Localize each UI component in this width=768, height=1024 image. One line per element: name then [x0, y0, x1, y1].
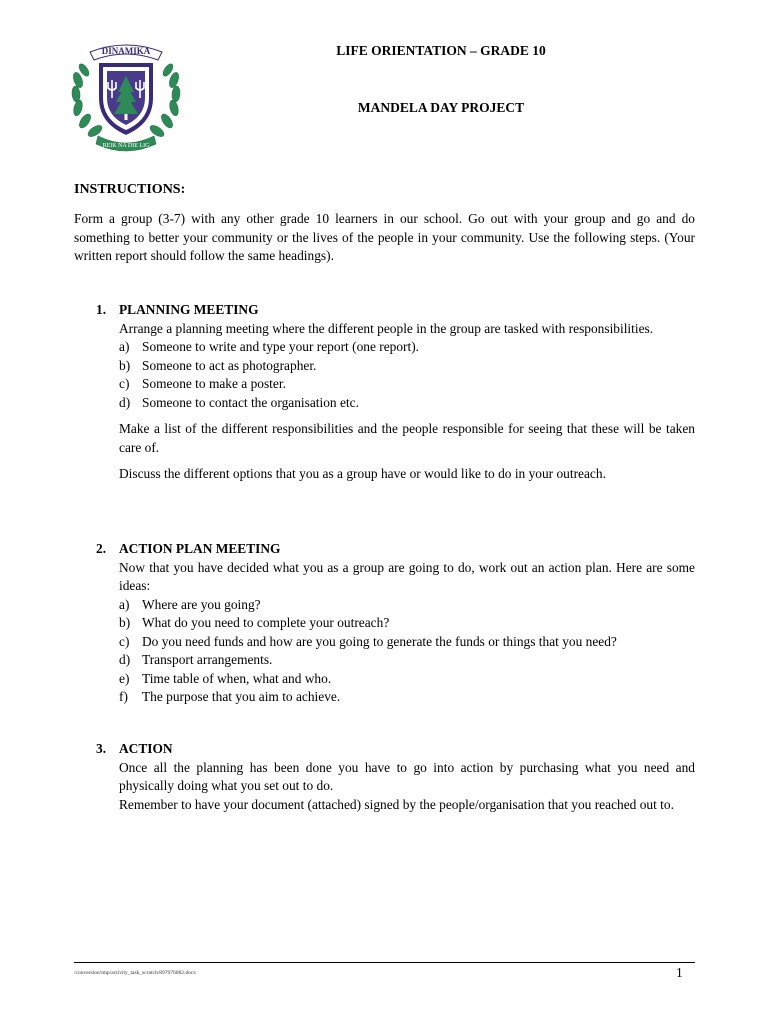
section-number: 3.	[96, 741, 107, 756]
section-paragraph: Remember to have your document (attached) signed by the people/organisation that you reached out to.	[119, 796, 674, 812]
section-paragraph: Discuss the different options that you as a group have or would like to do in your outreach.	[119, 466, 606, 481]
list-item: d) Transport arrangements.	[119, 652, 273, 667]
svg-text:DINAMIKA: DINAMIKA	[101, 46, 151, 56]
section-heading	[96, 540, 695, 559]
list-item: b) What do you need to complete your outreach?	[119, 615, 390, 630]
section-paragraph: Make a list of the different responsibilities and the people responsible for seeing that these will be taken care of.	[119, 421, 695, 455]
section-title: ACTION	[119, 741, 173, 756]
svg-text:REIK NA DIE LIG: REIK NA DIE LIG	[102, 143, 150, 149]
list-item: f) The purpose that you aim to achieve.	[119, 689, 341, 704]
section-number: 2.	[96, 541, 107, 556]
school-crest-logo	[68, 38, 184, 154]
page-number: 1	[676, 965, 683, 980]
list-item: c) Someone to make a poster.	[119, 376, 286, 391]
list-item: a) Someone to write and type your report (one report).	[119, 339, 420, 354]
footer-divider	[74, 962, 695, 963]
section-title: PLANNING MEETING	[119, 302, 259, 317]
section-action-plan-meeting	[96, 540, 695, 707]
section-heading	[96, 740, 695, 759]
section-lead: Arrange a planning meeting where the different people in the group are tasked with responsibilities.	[119, 320, 654, 336]
list-item: c) Do you need funds and how are you going to generate the funds or things that you need?	[119, 633, 617, 649]
list-item: d) Someone to contact the organisation etc.	[119, 394, 359, 410]
instructions-heading: INSTRUCTIONS:	[74, 182, 186, 197]
intro-paragraph: Form a group (3-7) with any other grade 10 learners in our school. Go out with your group and go and do something to better your community or the lives of the people in your community. Use the following steps. (Your written report should follow the same headings).	[74, 211, 695, 263]
list-item: a) Where are you going?	[119, 596, 261, 612]
section-number: 1.	[96, 302, 107, 317]
list-item: b) Someone to act as photographer.	[119, 357, 317, 373]
document-title: LIFE ORIENTATION – GRADE 10	[336, 43, 546, 58]
section-planning-meeting	[96, 301, 695, 484]
section-action	[96, 740, 695, 814]
section-paragraph: Once all the planning has been done you have to go into action by purchasing what you need and physically doing what you set out to do.	[119, 759, 695, 793]
section-lead: Now that you have decided what you as a group are going to do, work out an action plan. Here are some ideas:	[119, 559, 695, 593]
footer-file-path: /conversion/tmp/activity_task_scratch/897976082.docx	[74, 970, 197, 976]
section-title: ACTION PLAN MEETING	[119, 541, 281, 556]
section-heading	[96, 301, 695, 320]
list-item: e) Time table of when, what and who.	[119, 670, 332, 686]
ideas-list	[119, 596, 695, 707]
responsibility-list	[119, 338, 695, 412]
project-title: MANDELA DAY PROJECT	[357, 100, 525, 115]
